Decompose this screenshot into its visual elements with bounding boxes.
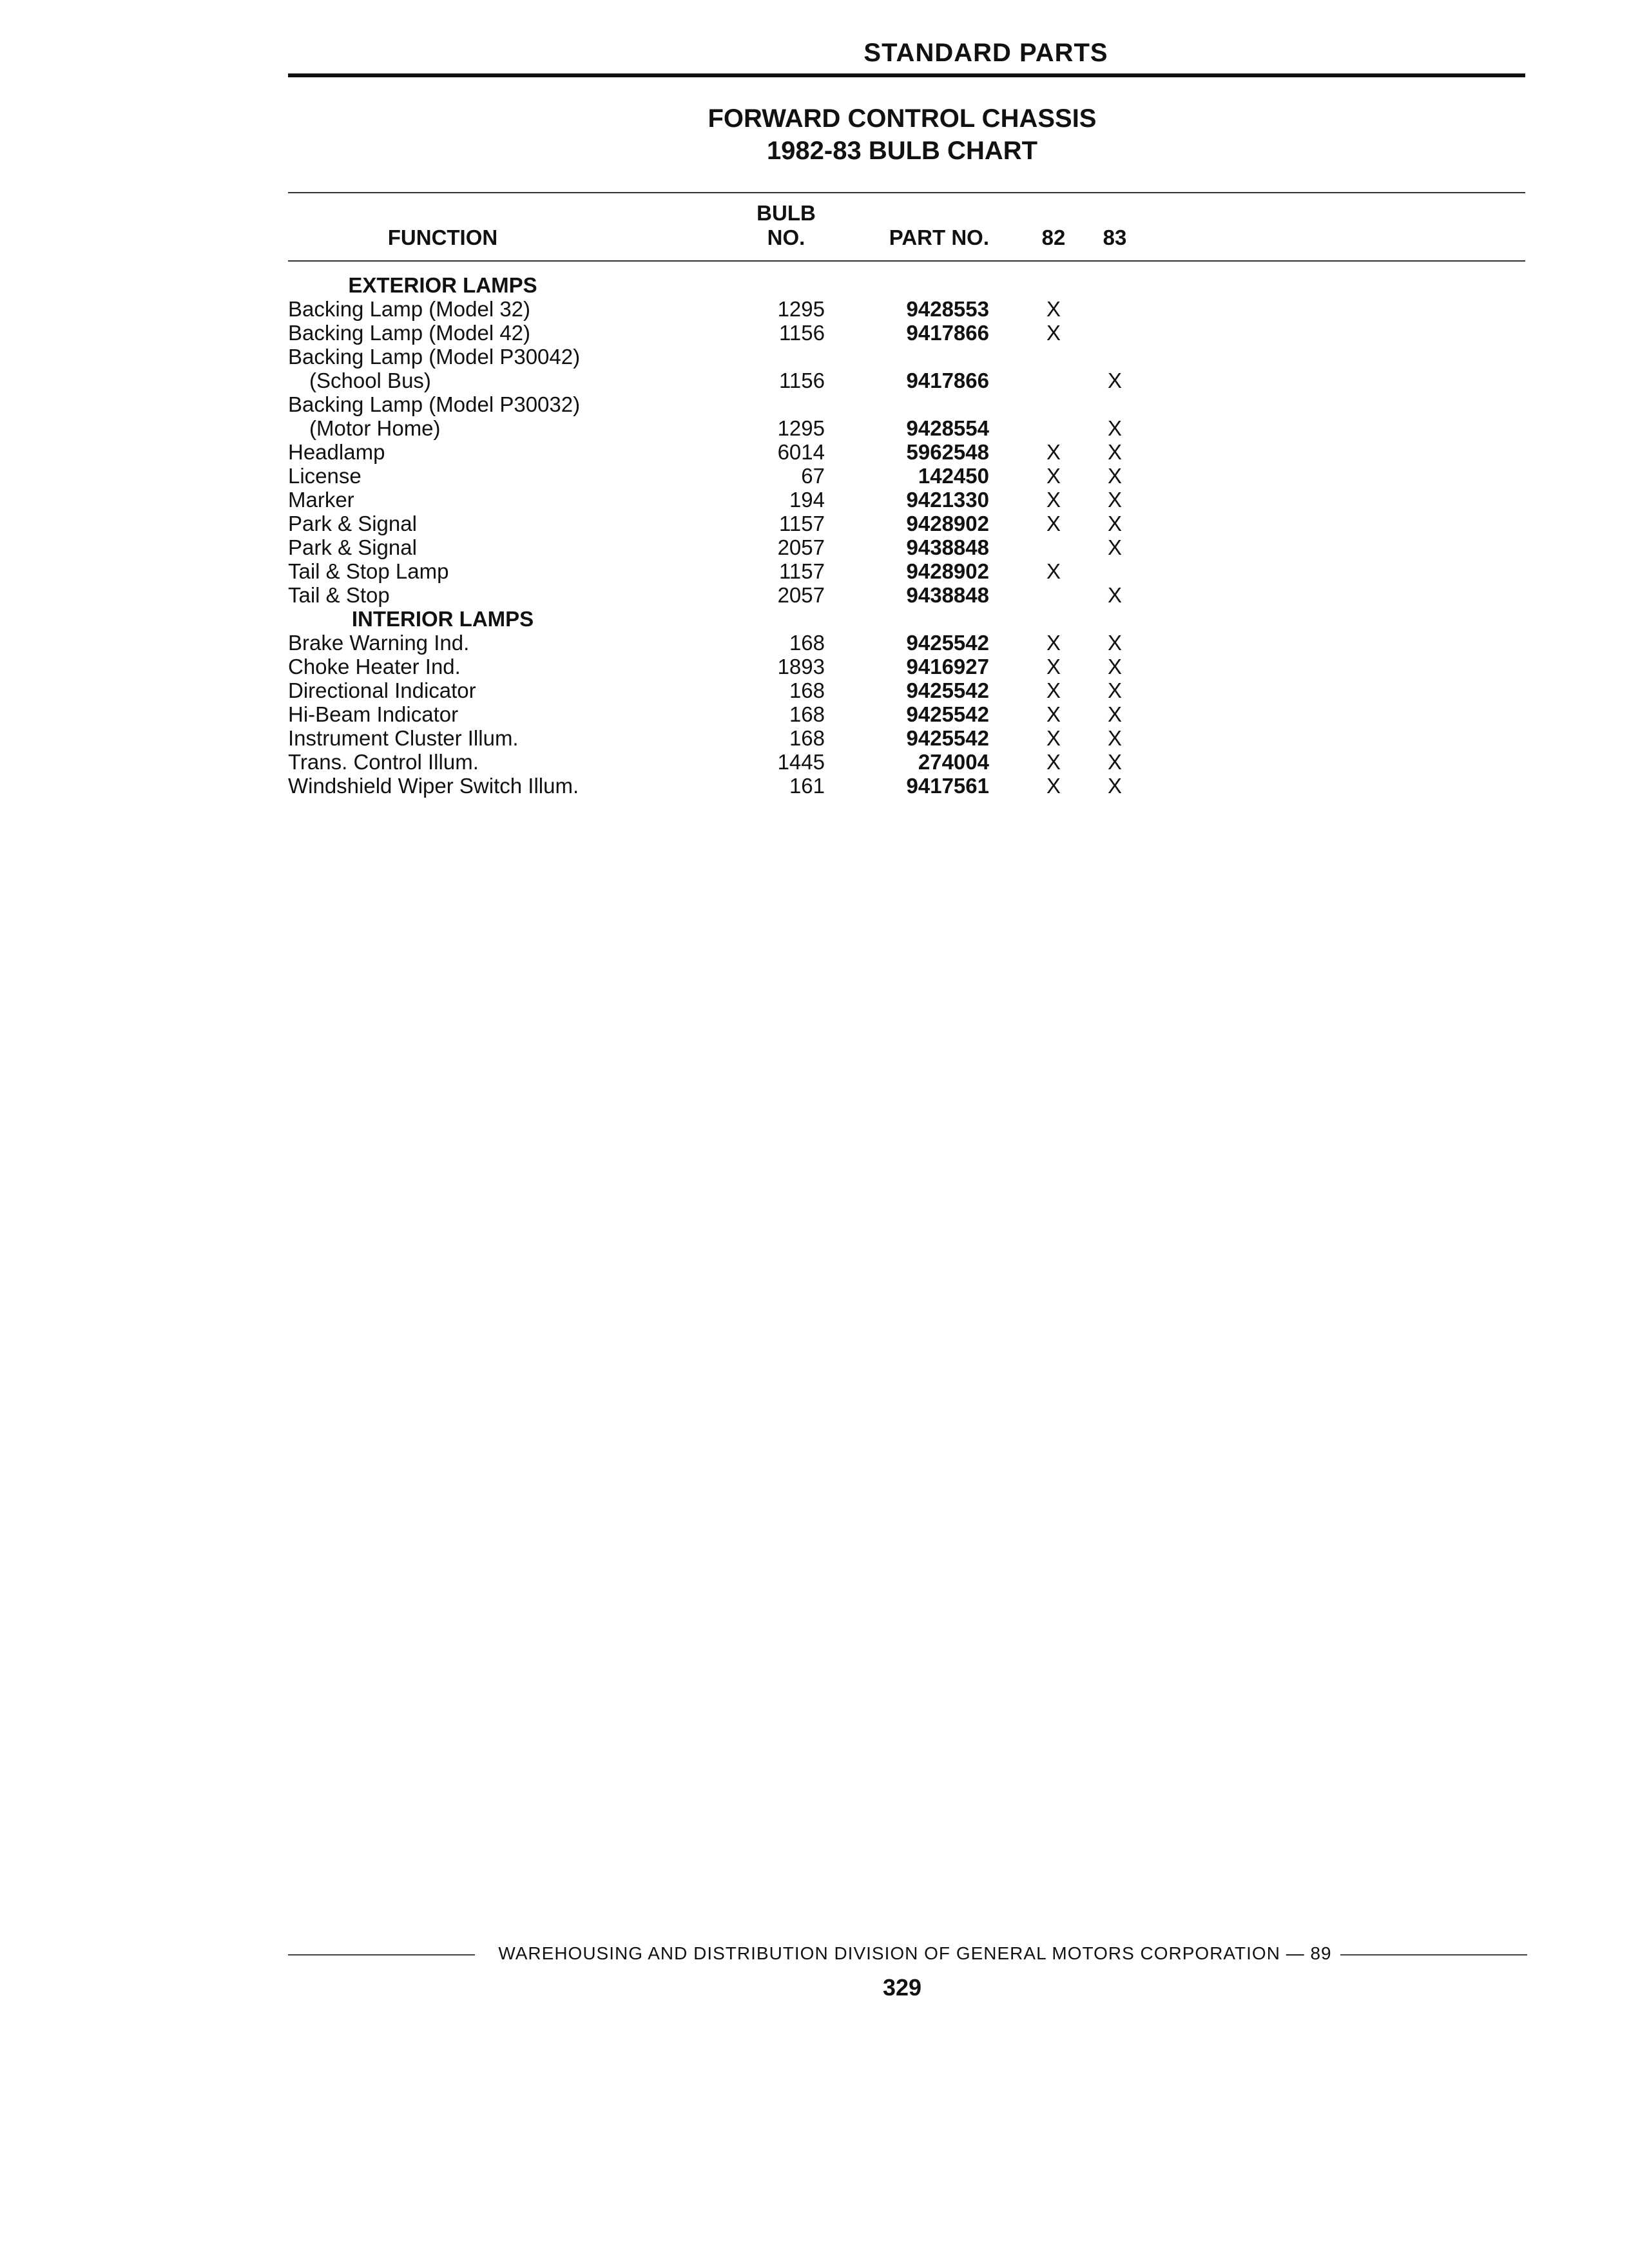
- year-83-cell: X: [1107, 726, 1122, 750]
- page-number: 329: [882, 1974, 922, 2001]
- table-row: [0, 774, 1629, 798]
- function-cell: Instrument Cluster Illum.: [288, 726, 519, 750]
- function-cell: License: [288, 464, 361, 488]
- bulb-no-cell: 2057: [777, 583, 825, 607]
- part-no-cell: 5962548: [906, 440, 989, 464]
- function-cell: Marker: [288, 488, 354, 512]
- year-82-cell: X: [1046, 559, 1061, 583]
- table-section-row: [0, 273, 1629, 297]
- year-83-cell: X: [1107, 655, 1122, 678]
- bulb-no-cell: 6014: [777, 440, 825, 464]
- bulb-no-cell: 1156: [779, 321, 825, 345]
- bulb-no-cell: 168: [789, 702, 825, 726]
- table-row: [0, 512, 1629, 535]
- bulb-no-cell: 168: [789, 631, 825, 655]
- function-cell: (School Bus): [309, 369, 431, 392]
- table-row: [0, 297, 1629, 321]
- part-no-cell: 9438848: [906, 535, 989, 559]
- table-row: [0, 440, 1629, 464]
- part-no-cell: 9417866: [906, 369, 989, 392]
- bulb-no-cell: 194: [789, 488, 825, 512]
- function-cell: Directional Indicator: [288, 678, 476, 702]
- footer-text: WAREHOUSING AND DISTRIBUTION DIVISION OF GENERAL MOTORS CORPORATION — 89: [498, 1943, 1332, 1963]
- year-83-cell: X: [1107, 488, 1122, 512]
- table-top-rule: [288, 192, 1525, 193]
- part-no-cell: 9421330: [906, 488, 989, 512]
- function-cell: Hi-Beam Indicator: [288, 702, 459, 726]
- part-no-cell: 9438848: [906, 583, 989, 607]
- table-row: [0, 559, 1629, 583]
- part-no-cell: 9428554: [906, 416, 989, 440]
- header-rule: [288, 73, 1525, 77]
- col-header-82: 82: [1041, 226, 1066, 249]
- col-header-bulb: BULB: [757, 201, 816, 225]
- table-row: [0, 655, 1629, 678]
- bulb-no-cell: 2057: [777, 535, 825, 559]
- part-no-cell: 9425542: [906, 702, 989, 726]
- bulb-no-cell: 1893: [777, 655, 825, 678]
- bulb-no-cell: 1295: [777, 297, 825, 321]
- year-83-cell: X: [1107, 416, 1122, 440]
- year-82-cell: X: [1046, 321, 1061, 345]
- table-section-row: [0, 607, 1629, 631]
- table-row: [0, 488, 1629, 512]
- year-83-cell: X: [1107, 369, 1122, 392]
- bulb-no-cell: 1157: [779, 559, 825, 583]
- table-row: [0, 702, 1629, 726]
- year-83-cell: X: [1107, 464, 1122, 488]
- function-cell: Park & Signal: [288, 512, 417, 535]
- function-cell: Backing Lamp (Model 42): [288, 321, 531, 345]
- bulb-no-cell: 1157: [779, 512, 825, 535]
- col-header-bulb-no: NO.: [767, 226, 805, 249]
- year-82-cell: X: [1046, 750, 1061, 774]
- section-heading: INTERIOR LAMPS: [351, 607, 534, 631]
- table-row: [0, 392, 1629, 416]
- function-cell: (Motor Home): [309, 416, 441, 440]
- year-83-cell: X: [1107, 702, 1122, 726]
- col-header-function: FUNCTION: [387, 226, 498, 249]
- function-cell: Backing Lamp (Model P30032): [288, 392, 581, 416]
- year-82-cell: X: [1046, 488, 1061, 512]
- part-no-cell: 9428553: [906, 297, 989, 321]
- table-row: [0, 631, 1629, 655]
- part-no-cell: 9417866: [906, 321, 989, 345]
- year-82-cell: X: [1046, 464, 1061, 488]
- table-row: [0, 678, 1629, 702]
- part-no-cell: 9425542: [906, 631, 989, 655]
- part-no-cell: 9428902: [906, 512, 989, 535]
- function-cell: Park & Signal: [288, 535, 417, 559]
- year-82-cell: X: [1046, 655, 1061, 678]
- bulb-no-cell: 1445: [777, 750, 825, 774]
- bulb-no-cell: 168: [789, 726, 825, 750]
- part-no-cell: 9417561: [906, 774, 989, 798]
- section-heading: EXTERIOR LAMPS: [348, 273, 537, 297]
- table-row: [0, 416, 1629, 440]
- table-row: [0, 726, 1629, 750]
- chart-subtitle: 1982-83 BULB CHART: [766, 137, 1038, 165]
- bulb-no-cell: 1295: [777, 416, 825, 440]
- year-83-cell: X: [1107, 678, 1122, 702]
- year-83-cell: X: [1107, 774, 1122, 798]
- footer-rule-right: [1340, 1954, 1527, 1956]
- function-cell: Backing Lamp (Model P30042): [288, 345, 581, 369]
- part-no-cell: 9425542: [906, 726, 989, 750]
- year-83-cell: X: [1107, 750, 1122, 774]
- part-no-cell: 142450: [918, 464, 989, 488]
- table-row: [0, 750, 1629, 774]
- table-row: [0, 464, 1629, 488]
- bulb-no-cell: 161: [789, 774, 825, 798]
- year-83-cell: X: [1107, 535, 1122, 559]
- table-row: [0, 583, 1629, 607]
- year-83-cell: X: [1107, 583, 1122, 607]
- chart-title: FORWARD CONTROL CHASSIS: [708, 104, 1097, 133]
- function-cell: Tail & Stop: [288, 583, 390, 607]
- table-row: [0, 369, 1629, 392]
- part-no-cell: 274004: [918, 750, 989, 774]
- function-cell: Windshield Wiper Switch Illum.: [288, 774, 579, 798]
- year-83-cell: X: [1107, 512, 1122, 535]
- function-cell: Headlamp: [288, 440, 385, 464]
- col-header-part-no: PART NO.: [889, 226, 989, 249]
- year-82-cell: X: [1046, 440, 1061, 464]
- col-header-83: 83: [1103, 226, 1127, 249]
- function-cell: Backing Lamp (Model 32): [288, 297, 531, 321]
- year-82-cell: X: [1046, 512, 1061, 535]
- function-cell: Tail & Stop Lamp: [288, 559, 449, 583]
- function-cell: Choke Heater Ind.: [288, 655, 461, 678]
- year-82-cell: X: [1046, 678, 1061, 702]
- year-82-cell: X: [1046, 297, 1061, 321]
- year-82-cell: X: [1046, 631, 1061, 655]
- page-header-title: STANDARD PARTS: [863, 39, 1108, 67]
- year-82-cell: X: [1046, 774, 1061, 798]
- year-83-cell: X: [1107, 631, 1122, 655]
- part-no-cell: 9416927: [906, 655, 989, 678]
- function-cell: Trans. Control Illum.: [288, 750, 479, 774]
- bulb-no-cell: 67: [801, 464, 825, 488]
- year-83-cell: X: [1107, 440, 1122, 464]
- table-row: [0, 535, 1629, 559]
- bulb-no-cell: 168: [789, 678, 825, 702]
- bulb-no-cell: 1156: [779, 369, 825, 392]
- part-no-cell: 9425542: [906, 678, 989, 702]
- table-row: [0, 321, 1629, 345]
- part-no-cell: 9428902: [906, 559, 989, 583]
- year-82-cell: X: [1046, 702, 1061, 726]
- table-header-rule: [288, 260, 1525, 262]
- footer-rule-left: [288, 1954, 475, 1956]
- table-row: [0, 345, 1629, 369]
- function-cell: Brake Warning Ind.: [288, 631, 470, 655]
- year-82-cell: X: [1046, 726, 1061, 750]
